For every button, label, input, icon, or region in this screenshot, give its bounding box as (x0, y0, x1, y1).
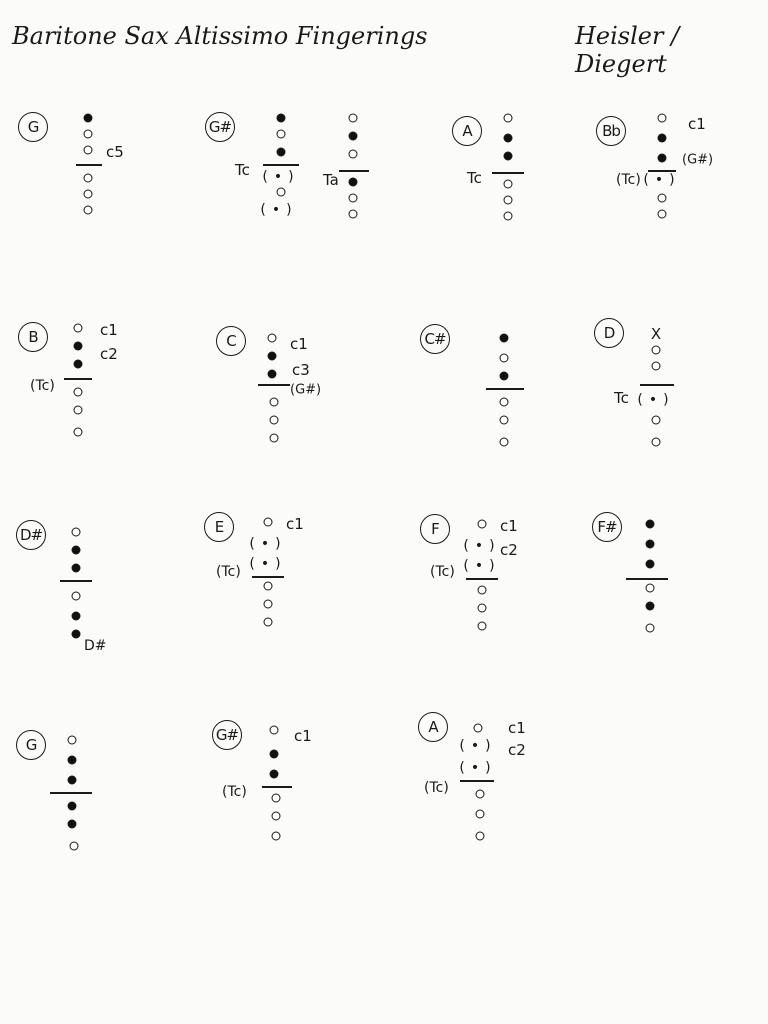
optional-key: (•) (463, 538, 501, 554)
key-open (658, 114, 667, 123)
octave-divider (626, 578, 668, 580)
key-open (264, 518, 273, 527)
key-closed (72, 546, 81, 555)
key-open (478, 604, 487, 613)
key-open (272, 832, 281, 841)
key-open (476, 790, 485, 799)
octave-divider (492, 172, 524, 174)
key-open (349, 194, 358, 203)
fingering-chart-c (216, 326, 366, 456)
side-key-label: (G#) (290, 382, 322, 398)
key-closed (349, 132, 358, 141)
side-key-label: (Tc) (430, 564, 455, 580)
key-open (504, 212, 513, 221)
key-closed (349, 178, 358, 187)
key-open (478, 586, 487, 595)
key-open (268, 334, 277, 343)
note-label: C (216, 326, 246, 356)
octave-divider (50, 792, 92, 794)
optional-key: (•) (643, 172, 681, 188)
octave-divider (64, 378, 92, 380)
note-label: B (18, 322, 48, 352)
optional-key: (•) (637, 392, 675, 408)
key-open (270, 398, 279, 407)
key-closed (68, 802, 77, 811)
key-open (74, 406, 83, 415)
note-label: G (16, 730, 46, 760)
side-key-label: c2 (508, 741, 526, 759)
key-closed (74, 360, 83, 369)
note-label: Bb (596, 116, 626, 146)
key-open (476, 810, 485, 819)
side-key-label: c1 (500, 517, 518, 535)
key-open (474, 724, 483, 733)
side-key-label: c2 (100, 345, 118, 363)
key-open (646, 584, 655, 593)
key-closed (270, 770, 279, 779)
note-label: F (420, 514, 450, 544)
side-key-label: Tc (235, 161, 250, 179)
key-open (652, 416, 661, 425)
side-key-label: Tc (467, 169, 482, 187)
side-key-label: c1 (290, 335, 308, 353)
optional-key: (•) (249, 556, 287, 572)
note-label: F# (592, 512, 622, 542)
key-x: X (650, 325, 662, 343)
key-closed (658, 134, 667, 143)
fingering-chart-b (18, 322, 168, 452)
key-open (272, 794, 281, 803)
authors: Heisler / Diegert (575, 22, 680, 78)
key-open (478, 520, 487, 529)
key-open (264, 600, 273, 609)
optional-key: (•) (260, 202, 298, 218)
key-closed (646, 602, 655, 611)
octave-divider (262, 786, 292, 788)
key-open (270, 416, 279, 425)
fingering-chart-f (420, 514, 570, 644)
key-closed (268, 370, 277, 379)
key-open (270, 726, 279, 735)
octave-divider (640, 384, 674, 386)
key-open (264, 618, 273, 627)
optional-key: (•) (459, 738, 497, 754)
key-closed (277, 148, 286, 157)
key-open (500, 438, 509, 447)
key-open (70, 842, 79, 851)
key-open (500, 354, 509, 363)
octave-divider (263, 164, 299, 166)
fingering-chart-c-sharp (420, 324, 540, 454)
note-label: A (418, 712, 448, 742)
key-open (84, 190, 93, 199)
key-open (74, 428, 83, 437)
key-open (277, 130, 286, 139)
key-open (652, 438, 661, 447)
side-key-label: c5 (106, 143, 124, 161)
key-open (84, 130, 93, 139)
key-open (84, 146, 93, 155)
octave-divider (486, 388, 524, 390)
key-open (84, 206, 93, 215)
note-label: G# (205, 112, 235, 142)
optional-key: (•) (463, 558, 501, 574)
key-closed (658, 154, 667, 163)
key-closed (646, 540, 655, 549)
key-closed (504, 152, 513, 161)
octave-divider (76, 164, 102, 166)
side-key-label: c1 (286, 515, 304, 533)
key-open (349, 150, 358, 159)
key-open (277, 188, 286, 197)
key-closed (72, 564, 81, 573)
side-key-label: Tc (614, 389, 629, 407)
key-open (84, 174, 93, 183)
fingering-chart-g-sharp-high (212, 720, 362, 850)
fingering-chart-d (594, 318, 734, 458)
key-open (652, 362, 661, 371)
side-key-label: c1 (508, 719, 526, 737)
note-label: E (204, 512, 234, 542)
note-label: A (452, 116, 482, 146)
key-open (68, 736, 77, 745)
key-closed (646, 560, 655, 569)
optional-key: (•) (249, 536, 287, 552)
fingering-chart-a-high (418, 712, 578, 852)
fingering-chart-g-sharp (205, 112, 385, 232)
side-key-label: c3 (292, 361, 310, 379)
fingering-chart-g (18, 112, 158, 232)
key-closed (500, 334, 509, 343)
key-open (264, 582, 273, 591)
side-key-label: c1 (100, 321, 118, 339)
octave-divider (60, 580, 92, 582)
key-open (476, 832, 485, 841)
fingering-chart-e (204, 512, 354, 642)
side-key-label: (Tc) (216, 564, 241, 580)
side-key-label: D# (84, 638, 107, 654)
octave-divider (460, 780, 494, 782)
page-title: Baritone Sax Altissimo Fingerings (12, 22, 428, 50)
note-label: G (18, 112, 48, 142)
key-closed (500, 372, 509, 381)
side-key-label: (Tc) (424, 780, 449, 796)
note-label: D (594, 318, 624, 348)
key-closed (268, 352, 277, 361)
key-open (500, 416, 509, 425)
key-open (500, 398, 509, 407)
key-open (349, 210, 358, 219)
side-key-label: c1 (688, 115, 706, 133)
key-open (646, 624, 655, 633)
key-open (658, 194, 667, 203)
optional-key: (•) (262, 169, 300, 185)
side-key-label: (Tc) (222, 784, 247, 800)
note-label: C# (420, 324, 450, 354)
note-label: G# (212, 720, 242, 750)
key-closed (646, 520, 655, 529)
key-closed (277, 114, 286, 123)
side-key-label: (Tc) (30, 378, 55, 394)
key-closed (68, 756, 77, 765)
key-closed (68, 820, 77, 829)
side-key-label: (Tc) (616, 172, 641, 188)
octave-divider (258, 384, 290, 386)
key-open (74, 324, 83, 333)
key-open (72, 528, 81, 537)
octave-divider (339, 170, 369, 172)
key-open (349, 114, 358, 123)
key-open (72, 592, 81, 601)
side-key-label: c2 (500, 541, 518, 559)
key-closed (72, 612, 81, 621)
key-open (652, 346, 661, 355)
key-closed (504, 134, 513, 143)
side-key-label: (G#) (682, 152, 714, 168)
key-open (504, 196, 513, 205)
key-open (270, 434, 279, 443)
key-open (74, 388, 83, 397)
key-open (504, 180, 513, 189)
octave-divider (252, 576, 284, 578)
side-key-label: Ta (323, 171, 339, 189)
key-open (478, 622, 487, 631)
fingering-chart-f-sharp (592, 512, 712, 642)
key-closed (270, 750, 279, 759)
key-open (272, 812, 281, 821)
key-closed (72, 630, 81, 639)
key-closed (84, 114, 93, 123)
fingering-chart-g-high (16, 730, 136, 860)
fingering-chart-d-sharp (16, 520, 146, 660)
fingering-chart-b-flat (596, 116, 756, 236)
fingering-chart-a (452, 116, 562, 236)
octave-divider (466, 578, 498, 580)
key-open (658, 210, 667, 219)
key-closed (74, 342, 83, 351)
key-open (504, 114, 513, 123)
optional-key: (•) (459, 760, 497, 776)
key-closed (68, 776, 77, 785)
side-key-label: c1 (294, 727, 312, 745)
note-label: D# (16, 520, 46, 550)
